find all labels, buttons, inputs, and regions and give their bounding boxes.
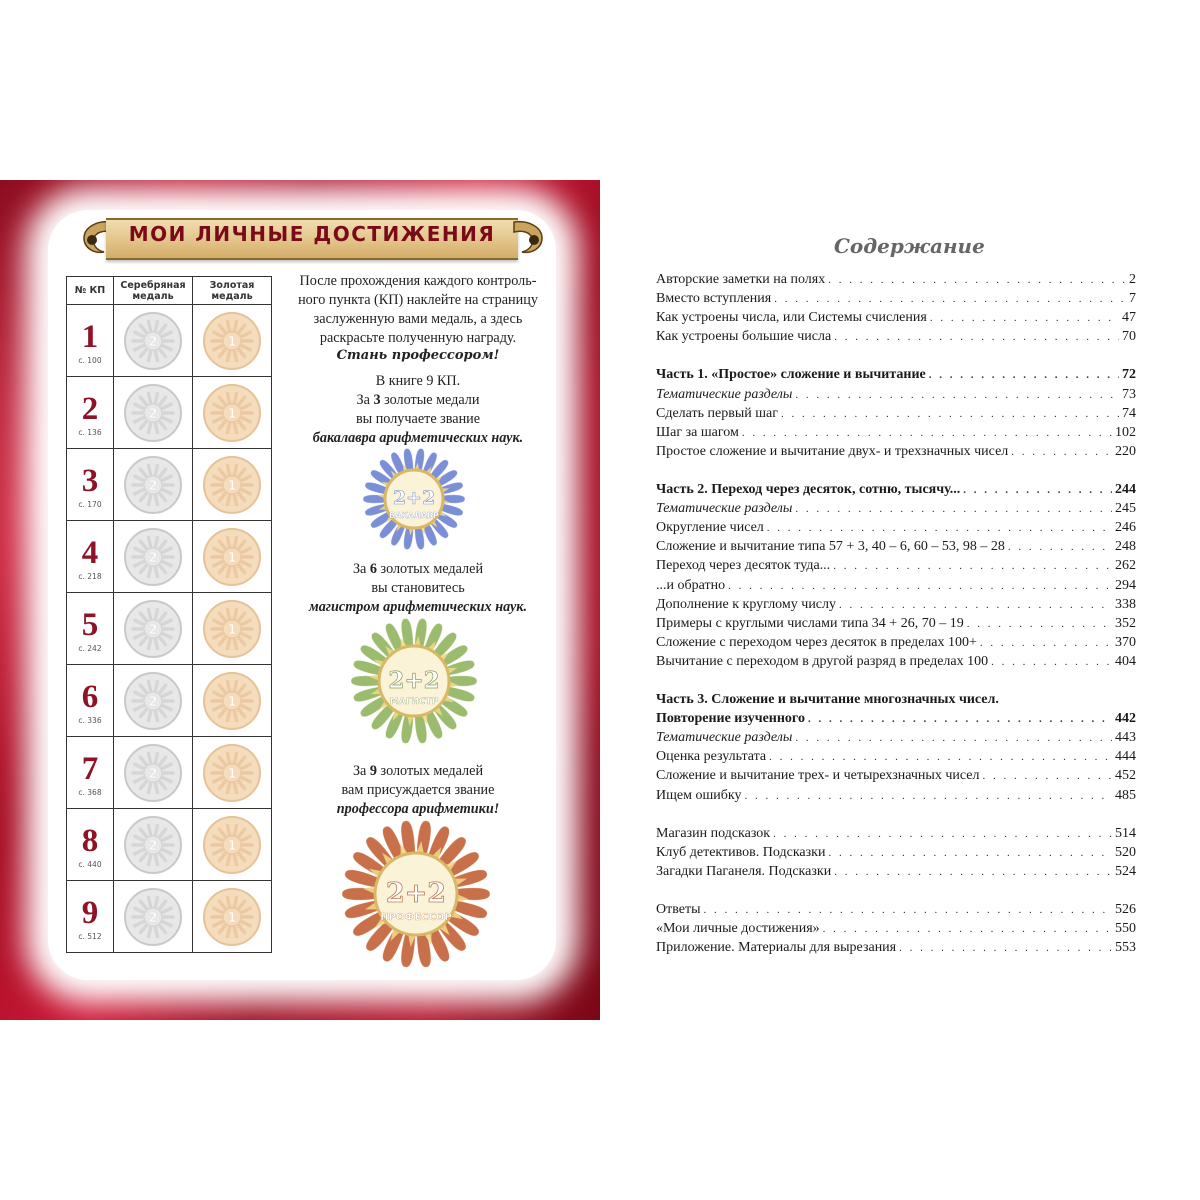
- silver-medal-icon: [123, 743, 183, 803]
- kp-cell: [67, 737, 114, 809]
- kp-number: 5: [81, 607, 99, 643]
- medal-number: 1: [227, 406, 237, 422]
- gold-medal-icon: [202, 743, 262, 803]
- toc-dot-leader: [834, 331, 1119, 343]
- bachelor-line: За 3 золотые медали: [356, 392, 480, 408]
- toc-entry-title: Простое сложение и вычитание двух- и трехзначных чисел: [656, 443, 1009, 459]
- toc-entry: [656, 692, 1136, 711]
- medal-number: 2: [148, 838, 158, 854]
- toc-entry: [656, 578, 1136, 597]
- left-page: [0, 180, 600, 1020]
- toc-entry: [656, 940, 1136, 959]
- table-of-contents: [656, 272, 1136, 959]
- toc-dot-leader: [980, 637, 1112, 649]
- toc-entry-page: 338: [1115, 596, 1136, 612]
- instructions-line: После прохождения каждого контроль-: [299, 273, 537, 289]
- toc-dot-leader: [795, 389, 1119, 401]
- toc-spacer: [656, 348, 1136, 367]
- toc-entry: [656, 539, 1136, 558]
- toc-entry: [656, 921, 1136, 940]
- toc-entry: [656, 902, 1136, 921]
- gold-medal-icon: [202, 455, 262, 515]
- kp-page-ref: с. 218: [78, 572, 102, 581]
- toc-dot-leader: [774, 293, 1126, 305]
- instructions-line: заслуженную вами медаль, а здесь: [313, 311, 523, 327]
- kp-number: 7: [81, 751, 99, 787]
- toc-entry: [656, 482, 1136, 501]
- toc-dot-leader: [991, 656, 1112, 668]
- toc-entry: [656, 788, 1136, 807]
- medal-number: 2: [148, 694, 158, 710]
- toc-dot-leader: [808, 713, 1112, 725]
- toc-entry-page: 294: [1115, 577, 1136, 593]
- silver-medal-cell: [114, 881, 193, 953]
- silver-medal-icon: [123, 527, 183, 587]
- master-title: магистром арифметических наук.: [308, 599, 528, 615]
- toc-entry: [656, 406, 1136, 425]
- kp-cell: [67, 305, 114, 377]
- gold-medal-icon: [202, 671, 262, 731]
- toc-entry: [656, 616, 1136, 635]
- medal-number: 2: [148, 478, 158, 494]
- subtitle: Стань профессором!: [336, 348, 500, 363]
- toc-entry-page: 73: [1122, 386, 1136, 402]
- kp-page-ref: с. 512: [78, 932, 102, 941]
- silver-medal-cell: [114, 377, 193, 449]
- medal-number: 1: [227, 622, 237, 638]
- medal-number: 2: [148, 910, 158, 926]
- toc-entry-title: Авторские заметки на полях: [656, 272, 826, 287]
- medal-number: 2: [148, 550, 158, 566]
- instructions-line: раскрасьте полученную награду.: [319, 330, 517, 346]
- toc-entry-page: 370: [1115, 634, 1136, 650]
- toc-entry-page: 404: [1115, 653, 1136, 669]
- gold-medal-icon: [202, 887, 262, 947]
- table-row: [67, 305, 272, 377]
- rosette-label: БАКАЛАВР: [389, 511, 439, 520]
- gold-medal-icon: [202, 311, 262, 371]
- toc-entry-page: 524: [1115, 863, 1136, 879]
- gold-medal-cell: [193, 593, 272, 665]
- table-row: [67, 377, 272, 449]
- toc-spacer: [656, 883, 1136, 902]
- toc-entry: [656, 864, 1136, 883]
- toc-entry-page: 553: [1115, 940, 1136, 956]
- toc-dot-leader: [773, 828, 1112, 840]
- toc-entry: [656, 329, 1136, 348]
- toc-entry: [656, 597, 1136, 616]
- gold-medal-cell: [193, 305, 272, 377]
- medal-number: 2: [148, 334, 158, 350]
- toc-entry-title: Сложение и вычитание типа 57 + 3, 40 – 6, 60 – 53, 98 – 28: [656, 539, 1005, 555]
- toc-dot-leader: [769, 751, 1112, 763]
- toc-entry-title: Часть 2. Переход через десяток, сотню, тысячу...: [656, 482, 961, 498]
- instructions-text: [278, 272, 558, 348]
- toc-entry: [656, 558, 1136, 577]
- rosette-professor-icon: [338, 818, 494, 970]
- toc-entry-title: Сложение с переходом через десяток в пределах 100+: [656, 634, 977, 650]
- toc-spacer: [656, 463, 1136, 482]
- toc-entry-title: Часть 1. «Простое» сложение и вычитание: [656, 367, 926, 383]
- medal-number: 1: [227, 334, 237, 350]
- gold-medal-cell: [193, 377, 272, 449]
- rosette-sum: 2+2: [385, 878, 447, 909]
- scroll-ornament-right-icon: [512, 214, 548, 260]
- toc-dot-leader: [833, 560, 1112, 572]
- toc-entry: [656, 711, 1136, 730]
- silver-medal-icon: [123, 599, 183, 659]
- toc-dot-leader: [930, 312, 1119, 324]
- kp-cell: [67, 809, 114, 881]
- toc-dot-leader: [963, 484, 1112, 496]
- bachelor-line: В книге 9 КП.: [375, 373, 461, 389]
- table-row: [67, 881, 272, 953]
- toc-dot-leader: [1011, 446, 1112, 458]
- medal-number: 2: [148, 406, 158, 422]
- toc-entry-title: Вычитание с переходом в другой разряд в пределах 100: [656, 653, 989, 669]
- toc-dot-leader: [982, 770, 1112, 782]
- toc-title: Содержание: [834, 234, 985, 258]
- professor-line: вам присуждается звание: [341, 782, 495, 798]
- toc-entry: [656, 845, 1136, 864]
- silver-medal-icon: [123, 887, 183, 947]
- toc-dot-leader: [967, 618, 1112, 630]
- toc-entry-page: 72: [1122, 367, 1136, 383]
- silver-medal-cell: [114, 593, 193, 665]
- silver-medal-cell: [114, 305, 193, 377]
- toc-entry-title: Магазин подсказок: [656, 825, 771, 841]
- professor-line: За 9 золотых медалей: [352, 763, 484, 779]
- toc-spacer: [656, 673, 1136, 692]
- toc-entry: [656, 310, 1136, 329]
- rosette-bachelor-icon: [358, 446, 470, 552]
- header-silver: Серебряная медаль: [114, 277, 193, 305]
- toc-dot-leader: [823, 923, 1112, 935]
- toc-entry-page: 442: [1115, 711, 1136, 727]
- table-row: [67, 521, 272, 593]
- gold-medal-cell: [193, 881, 272, 953]
- toc-entry-page: 245: [1115, 501, 1136, 517]
- silver-medal-icon: [123, 383, 183, 443]
- kp-number: 6: [81, 679, 99, 715]
- toc-dot-leader: [839, 599, 1112, 611]
- kp-page-ref: с. 100: [78, 356, 102, 365]
- title-banner: [78, 210, 548, 266]
- toc-entry: [656, 387, 1136, 406]
- professor-title: профессора арифметики!: [336, 801, 500, 817]
- rosette-sum: 2+2: [388, 667, 440, 694]
- toc-entry: [656, 272, 1136, 291]
- toc-dot-leader: [744, 790, 1112, 802]
- toc-dot-leader: [929, 369, 1119, 381]
- silver-medal-icon: [123, 671, 183, 731]
- medal-number: 1: [227, 910, 237, 926]
- kp-cell: [67, 377, 114, 449]
- toc-dot-leader: [742, 427, 1112, 439]
- toc-entry-page: 2: [1129, 272, 1136, 287]
- toc-entry-page: 352: [1115, 615, 1136, 631]
- silver-medal-cell: [114, 521, 193, 593]
- toc-entry-page: 244: [1115, 482, 1136, 498]
- silver-medal-cell: [114, 809, 193, 881]
- gold-medal-icon: [202, 527, 262, 587]
- toc-entry-page: 514: [1115, 825, 1136, 841]
- toc-entry-page: 102: [1115, 424, 1136, 440]
- silver-medal-cell: [114, 449, 193, 521]
- gold-medal-icon: [202, 383, 262, 443]
- toc-entry-title: Часть 3. Сложение и вычитание многозначных чисел.: [656, 692, 999, 708]
- toc-entry-title: Сделать первый шаг: [656, 405, 778, 421]
- toc-entry-page: 520: [1115, 844, 1136, 860]
- toc-entry-title: Дополнение к круглому числу: [656, 596, 837, 612]
- toc-entry-page: 262: [1115, 558, 1136, 574]
- toc-dot-leader: [1008, 541, 1112, 553]
- gold-medal-cell: [193, 521, 272, 593]
- toc-entry-page: 443: [1115, 730, 1136, 746]
- toc-entry-title: «Мои личные достижения»: [656, 921, 820, 937]
- master-line: вы становитесь: [371, 580, 465, 596]
- professor-text: [278, 762, 558, 819]
- toc-entry-page: 220: [1115, 443, 1136, 459]
- toc-entry: [656, 749, 1136, 768]
- kp-cell: [67, 881, 114, 953]
- master-text: [278, 560, 558, 617]
- toc-entry-page: 444: [1115, 749, 1136, 765]
- table-row: [67, 737, 272, 809]
- toc-entry: [656, 425, 1136, 444]
- toc-entry: [656, 730, 1136, 749]
- toc-entry-title: Повторение изученного: [656, 711, 805, 727]
- toc-entry-title: Сложение и вычитание трех- и четырехзначных чисел: [656, 768, 980, 784]
- medals-table: [66, 276, 272, 953]
- toc-dot-leader: [704, 904, 1113, 916]
- toc-entry-page: 452: [1115, 768, 1136, 784]
- toc-dot-leader: [795, 503, 1112, 515]
- table-row: [67, 593, 272, 665]
- toc-entry-title: Загадки Паганеля. Подсказки: [656, 863, 832, 879]
- master-line: За 6 золотых медалей: [352, 561, 484, 577]
- toc-dot-leader: [828, 847, 1112, 859]
- kp-page-ref: с. 136: [78, 428, 102, 437]
- toc-entry-title: Клуб детективов. Подсказки: [656, 844, 826, 860]
- toc-entry: [656, 444, 1136, 463]
- toc-dot-leader: [899, 942, 1112, 954]
- toc-entry-title: Как устроены большие числа: [656, 329, 832, 345]
- toc-entry-page: 550: [1115, 921, 1136, 937]
- toc-entry-title: Тематические разделы: [656, 730, 793, 746]
- silver-medal-cell: [114, 665, 193, 737]
- toc-entry-title: Тематические разделы: [656, 386, 793, 402]
- toc-entry-title: Ищем ошибку: [656, 787, 742, 803]
- toc-entry-title: Как устроены числа, или Системы счисления: [656, 310, 927, 326]
- toc-dot-leader: [781, 408, 1119, 420]
- gold-medal-cell: [193, 737, 272, 809]
- toc-entry-page: 47: [1122, 310, 1136, 326]
- toc-entry: [656, 367, 1136, 386]
- toc-entry-page: 7: [1129, 291, 1136, 307]
- table-row: [67, 449, 272, 521]
- medal-number: 1: [227, 550, 237, 566]
- toc-entry-page: 70: [1122, 329, 1136, 345]
- gold-medal-icon: [202, 815, 262, 875]
- toc-entry-title: Тематические разделы: [656, 501, 793, 517]
- kp-cell: [67, 449, 114, 521]
- kp-number: 3: [81, 463, 99, 499]
- rosette-label: МАГИСТР: [389, 697, 439, 707]
- medal-number: 2: [148, 766, 158, 782]
- toc-dot-leader: [728, 580, 1112, 592]
- toc-entry-page: 74: [1122, 405, 1136, 421]
- kp-page-ref: с. 170: [78, 500, 102, 509]
- medal-number: 1: [227, 838, 237, 854]
- rosette-master-icon: [348, 616, 480, 746]
- kp-number: 4: [81, 535, 99, 571]
- table-row: [67, 809, 272, 881]
- toc-entry-title: Шаг за шагом: [656, 424, 739, 440]
- toc-entry-title: Округление чисел: [656, 520, 764, 536]
- toc-entry: [656, 291, 1136, 310]
- kp-page-ref: с. 440: [78, 860, 102, 869]
- kp-number: 2: [81, 391, 99, 427]
- bachelor-title: бакалавра арифметических наук.: [312, 430, 524, 446]
- header-kp: № КП: [67, 277, 114, 305]
- instructions-line: ного пункта (КП) наклейте на страницу: [298, 292, 538, 308]
- toc-entry: [656, 768, 1136, 787]
- table-row: [67, 665, 272, 737]
- medal-number: 1: [227, 694, 237, 710]
- toc-entry-page: 246: [1115, 520, 1136, 536]
- toc-entry: [656, 501, 1136, 520]
- toc-entry-page: 526: [1115, 902, 1136, 918]
- toc-entry: [656, 654, 1136, 673]
- bachelor-line: вы получаете звание: [355, 411, 481, 427]
- header-gold: Золотая медаль: [193, 277, 272, 305]
- toc-entry: [656, 635, 1136, 654]
- toc-dot-leader: [828, 274, 1126, 286]
- gold-medal-cell: [193, 449, 272, 521]
- toc-dot-leader: [767, 522, 1112, 534]
- toc-spacer: [656, 807, 1136, 826]
- bachelor-text: [278, 372, 558, 448]
- kp-cell: [67, 593, 114, 665]
- kp-page-ref: с. 368: [78, 788, 102, 797]
- toc-entry-title: Вместо вступления: [656, 291, 772, 307]
- toc-entry-page: 248: [1115, 539, 1136, 555]
- rosette-sum: 2+2: [392, 487, 436, 509]
- toc-entry-title: ...и обратно: [656, 577, 726, 593]
- kp-page-ref: с. 242: [78, 644, 102, 653]
- toc-entry-page: 485: [1115, 787, 1136, 803]
- medal-number: 1: [227, 766, 237, 782]
- toc-entry-title: Ответы: [656, 902, 701, 918]
- toc-entry: [656, 826, 1136, 845]
- medal-number: 2: [148, 622, 158, 638]
- toc-entry: [656, 520, 1136, 539]
- gold-medal-cell: [193, 665, 272, 737]
- medal-number: 1: [227, 478, 237, 494]
- gold-medal-icon: [202, 599, 262, 659]
- toc-entry-title: Переход через десяток туда...: [656, 558, 831, 574]
- silver-medal-icon: [123, 311, 183, 371]
- medals-table-body: [67, 305, 272, 953]
- kp-cell: [67, 665, 114, 737]
- silver-medal-icon: [123, 815, 183, 875]
- banner-title: МОИ ЛИЧНЫЕ ДОСТИЖЕНИЯ: [128, 222, 496, 246]
- kp-page-ref: с. 336: [78, 716, 102, 725]
- toc-entry-title: Оценка результата: [656, 749, 767, 765]
- kp-cell: [67, 521, 114, 593]
- silver-medal-icon: [123, 455, 183, 515]
- toc-entry-title: Приложение. Материалы для вырезания: [656, 940, 897, 956]
- gold-medal-cell: [193, 809, 272, 881]
- kp-number: 9: [81, 895, 99, 931]
- kp-number: 8: [81, 823, 99, 859]
- rosette-label: ПРОФЕССОР: [380, 912, 452, 923]
- silver-medal-cell: [114, 737, 193, 809]
- toc-dot-leader: [834, 866, 1112, 878]
- kp-number: 1: [81, 319, 99, 355]
- toc-entry-title: Примеры с круглыми числами типа 34 + 26, 70 – 19: [656, 615, 964, 631]
- toc-dot-leader: [795, 732, 1112, 744]
